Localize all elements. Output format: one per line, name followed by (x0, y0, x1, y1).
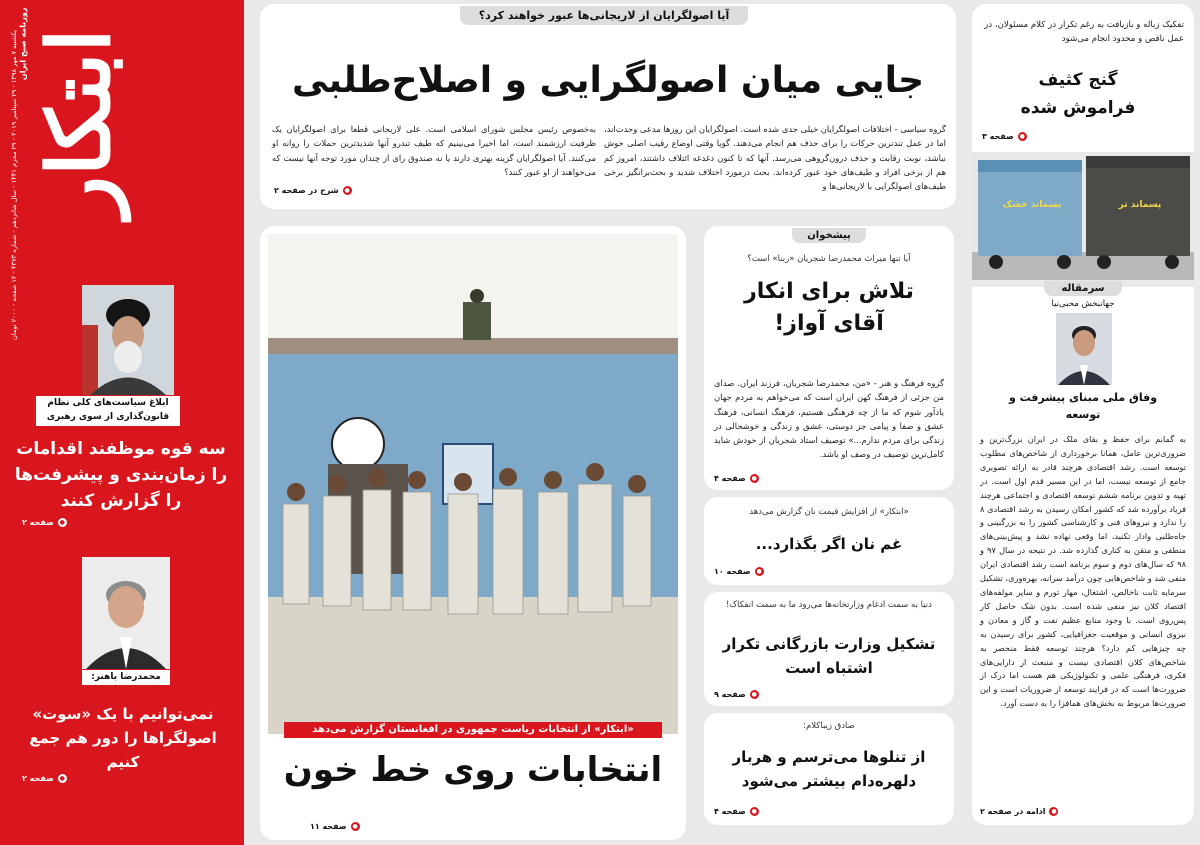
trash-kicker: تفکیک زباله و بازیافت به رغم تکرار در کلام مسئولان، در عمل ناقص و محدود انجام می‌شود (984, 20, 1184, 44)
leader-photo (82, 285, 174, 395)
preview-3-page-ref: ● صفحه ۹ (714, 690, 757, 699)
page-dot-icon: ● (751, 475, 757, 482)
preview-1-headline[interactable]: تلاش برای انکار آقای آواز! (744, 279, 914, 336)
story1-headline[interactable]: سه قوه موظفند اقدامات را زمان‌بندی و پیشرفت‌ها را گزارش کنند (14, 439, 228, 511)
bin-label-wet: پسماند تر (1118, 200, 1162, 210)
logo-tagline: روزنامه صبح ایران (18, 7, 28, 81)
photo-story (260, 226, 686, 840)
page-dot-icon: ● (751, 691, 757, 698)
preview-1-page-ref: ● صفحه ۴ (714, 474, 757, 483)
preview-item-1 (704, 226, 954, 490)
trash-bins-photo (972, 152, 1194, 280)
preview-1-kicker: آیا تنها میراث محمدرضا شجریان «ربنا» است؟ (747, 254, 911, 264)
preview-1-body: گروه فرهنگ و هنر - «من، محمدرضا شجریان، فرزند ایران. صدای من جزئی از فرهنگ کهن ایران است که می‌خواهم به مردم جهان یادآور شوم که ما از چه فرهنگی هستیم، فرهنگ انسانی، فرهنگ عشق و صفا و پیامی جز دوستی، عشق و زندگی و خوشحالی در زندگی برای مردم ندارم...» توصیف استاد شجریان از خودش شاید کامل‌ترین توصیف در وصف او باشد. (714, 378, 944, 460)
preview-4-kicker: صادق زیباکلام: (803, 721, 855, 731)
page-dot-icon: ● (751, 808, 757, 815)
page-dot-icon: ● (59, 775, 65, 782)
page-dot-icon: ● (344, 187, 350, 194)
editorial-author-photo (1056, 313, 1112, 385)
editorial (972, 283, 1194, 825)
logo-text: ابتکار (29, 28, 130, 218)
preview-4-headline[interactable]: از تنلوها می‌ترسم و هربار دلهره‌دام بیشتر می‌شود (732, 748, 926, 790)
editorial-label: سرمقاله (1044, 281, 1122, 296)
editorial-author: جهانبخش محبی‌نیا (1051, 299, 1115, 309)
masthead-column (0, 0, 244, 845)
election-photo (268, 234, 678, 734)
page-dot-icon: ● (1051, 808, 1057, 815)
story2-page-ref: ● صفحه ۲ (22, 774, 65, 783)
page-dot-icon: ● (1019, 133, 1025, 140)
bahonar-photo (82, 557, 170, 669)
story1-page-ref: ● صفحه ۲ (22, 518, 65, 527)
preview-2-headline[interactable]: غم نان اگر بگذارد... (755, 535, 903, 553)
top-story-page-ref: ● شرح در صفحه ۲ (274, 186, 350, 195)
preview-item-4 (704, 713, 954, 825)
preview-2-kicker: «ابتکار» از افزایش قیمت نان گزارش می‌دهد (749, 507, 909, 517)
story1-caption: ابلاغ سیاست‌های کلی نظام قانون‌گذاری از سوی رهبری (36, 396, 180, 426)
editorial-body: به گمانم برای حفظ و بقای ملک در ایران بزرگ‌ترین و ضروری‌ترین عامل، همانا برخورداری از شاخص‌های مطلوب توسعه است. رشد اقتصادی هرچند قادر به ارائه تصویری جامع از توسعه نیست، اما در این مسیر قدم اول است. در تهیه و تدوین برنامه ششم توسعه اقتصادی و اجتماعی هرچند فریاد برآورده شد که کشور امکان رسیدن به رشد اقتصادی ۸ را ندارد و نیروهای فنی و کارشناسی کشور را به بزرگبینی و جاه‌طلبی وادار تکنید، اما وقعی نهاده نشد و پیش‌بینی‌های منطقی و متقن به کناری گذارده شد. در نتیجه در سال ۹۷ و ۹۸ که سال‌های دوم و سوم برنامه است رشد اقتصادی ایران منفی شد و شاخص‌هایی چون درآمد سرانه، بهره‌وری، تشکیل سرمایه ثابت ناخالص، اشتغال، مهار تورم و سایر مولفه‌های اقتصاد کلان نیز منفی شده است. بدون شک حاصل کار پس‌روی است. با وجود منابع عظیم نفت و گاز و معادن و نیروی انسانی و موقعیت جغرافیایی، کشور برای رسیدن به چه چیزهایی کم دارد؟ هرچند توسعه فقط منحصر به شاخص‌های کلان اقتصادی نیست و منبعث از دارایی‌های فکری، فرهنگی علمی و تکنولوژیکی هم هست اما درک از ضرورت‌ها است که در فرایند توسعه از ضروریات است و این ضرورت‌ها مربوط به بخش‌های همافزا را به دست آورد. (980, 434, 1187, 709)
preview-item-2 (704, 497, 954, 585)
preview-3-kicker: دنیا به سمت ادغام وزارتخانه‌ها می‌رود ما به سمت انفکاک! (726, 600, 932, 610)
story2-caption: محمدرضا باهنر: (82, 670, 170, 685)
story2-headline[interactable]: نمی‌توانیم با یک «سوت» اصولگراها را دور هم جمع کنیم (29, 705, 217, 771)
trash-page-ref: ● صفحه ۳ (982, 132, 1025, 141)
photo-story-page-ref: ● صفحه ۱۱ (310, 822, 358, 831)
trash-story (972, 4, 1194, 280)
preview-3-headline[interactable]: تشکیل وزارت بازرگانی تکرار اشتباه است (722, 635, 936, 677)
preview-4-page-ref: ● صفحه ۴ (714, 807, 757, 816)
editorial-page-ref: ● ادامه در صفحه ۲ (980, 807, 1057, 816)
dateline: یکشنبه ۷ مهر ۱۳۹۸ - ۲۹ سپتامبر ۲۰۱۹ - ۲۹ محرم ۱۴۴۱ - سال شانزدهم - شماره ۴۳۷۳ - ۱۲ صفحه - ۲۰۰۰ تومان (10, 30, 18, 340)
bin-label-dry: پسماند خشک (1002, 200, 1062, 210)
photo-story-kicker: «ابتکار» از انتخابات ریاست جمهوری در افغانستان گزارش می‌دهد (284, 722, 662, 738)
photo-story-headline[interactable]: انتخابات روی خط خون (283, 750, 663, 790)
top-story-headline[interactable]: جایی میان اصولگرایی و اصلاح‌طلبی (291, 60, 925, 101)
preview-label: پیشخوان (792, 228, 866, 243)
preview-item-3 (704, 592, 954, 706)
top-story (260, 4, 956, 209)
masthead-logo (0, 0, 244, 340)
page-dot-icon: ● (59, 519, 65, 526)
top-story-body-right: گروه سیاسی - اختلافات اصولگرایان خیلی جدی شده است. اصولگرایان این روزها مدعی وحدت‌اند، اما در عمل تندترین حرکات را برای حذف هم انجام می‌دهند. گویا وقتی اوضاع رقیب اصلی خوش نباشد، نوبت رقابت و حذف درون‌گروهی می‌رسد. آنها که تا کنون دغدغه ائتلاف داشتند، امروز کم هم از برخی افراد و طیف‌های خود عبور کرده‌اند. بحث درمورد اختلاف شدید و بحث‌برانگیز برخی طیف‌های اصولگرایی با لاریجانی‌ها و (604, 124, 946, 192)
page-dot-icon: ● (756, 568, 762, 575)
preview-2-page-ref: ● صفحه ۱۰ (714, 567, 762, 576)
editorial-headline[interactable]: وفاق ملی مبنای پیشرفت و توسعه (1008, 391, 1158, 421)
top-story-body-left: به‌خصوص رئیس مجلس شورای اسلامی است. علی لاریجانی قطعا برای اصولگرایان یک ظرفیت ارزشمند است، اما اخیرا می‌بینیم که طیف تندرو آنها شدیدترین حملات را روانه او می‌کنند. آیا اصولگرایان گزینه بهتری دارند یا نه صندوق رای از چندان مورد توجه آنها نیست که می‌خواهند از او عبور کنند؟ (272, 124, 596, 177)
trash-headline[interactable]: گنج کثیف فراموش شده (1020, 70, 1136, 118)
page-dot-icon: ● (352, 823, 358, 830)
top-story-kicker: آیا اصولگرایان از لاریجانی‌ها عبور خواهند کرد؟ (460, 6, 748, 25)
